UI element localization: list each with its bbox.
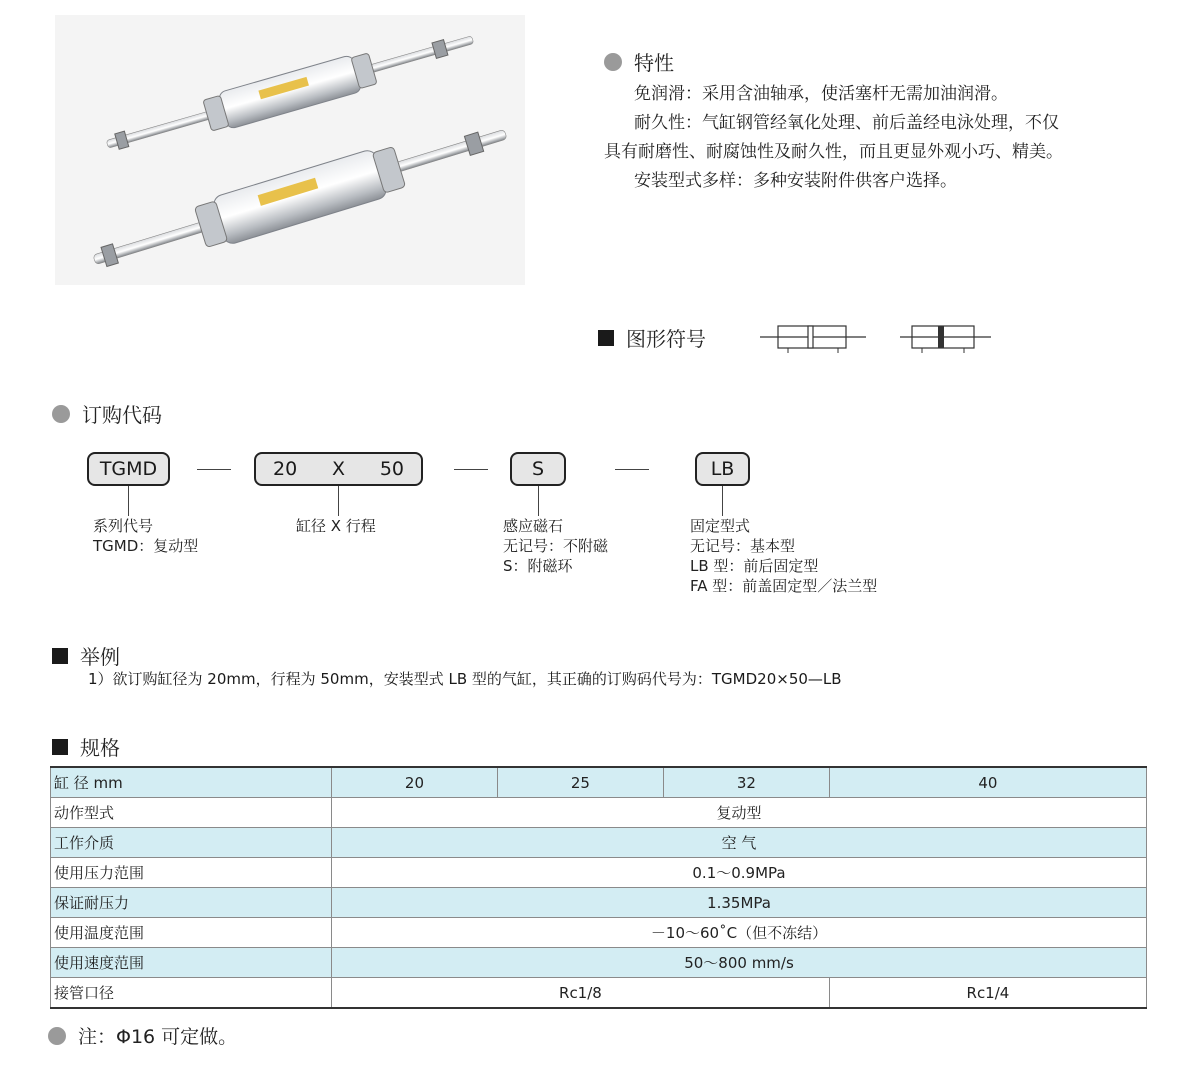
row-label: 接管口径 bbox=[51, 978, 332, 1009]
header-bore-20: 20 bbox=[332, 767, 498, 798]
header-bore-25: 25 bbox=[497, 767, 663, 798]
row-label: 使用压力范围 bbox=[51, 858, 332, 888]
note-text: 注：Φ16 可定做。 bbox=[78, 1026, 238, 1048]
table-row bbox=[51, 978, 1147, 1009]
bullet-dot-icon bbox=[52, 405, 70, 423]
row-label: 工作介质 bbox=[51, 828, 332, 858]
mount-description bbox=[690, 516, 877, 596]
row-value: 空 气 bbox=[332, 828, 1147, 858]
code-bore: 20 bbox=[273, 458, 298, 480]
row-value: 1.35MPa bbox=[332, 888, 1147, 918]
separator bbox=[454, 469, 488, 470]
row-value: 50～800 mm/s bbox=[332, 948, 1147, 978]
table-row bbox=[51, 798, 1147, 828]
feature-line-4: 安装型式多样：多种安装附件供客户选择。 bbox=[634, 171, 957, 191]
row-label: 使用速度范围 bbox=[51, 948, 332, 978]
row-value: －10～60˚C（但不冻结） bbox=[332, 918, 1147, 948]
leader-line bbox=[722, 486, 723, 516]
cylinder-symbol-magnet-icon bbox=[898, 322, 993, 354]
separator bbox=[615, 469, 649, 470]
row-value: 复动型 bbox=[332, 798, 1147, 828]
code-sensor-box bbox=[510, 452, 566, 486]
feature-line-1: 免润滑：采用含油轴承，使活塞杆无需加油润滑。 bbox=[634, 84, 1008, 104]
bullet-dot-icon bbox=[604, 53, 622, 71]
mount-line-1: 无记号：基本型 bbox=[690, 537, 796, 555]
spec-table bbox=[50, 766, 1147, 1009]
header-bore-32: 32 bbox=[663, 767, 829, 798]
symbol-heading bbox=[598, 323, 706, 352]
row-label: 使用温度范围 bbox=[51, 918, 332, 948]
table-row bbox=[51, 888, 1147, 918]
bullet-square-icon bbox=[52, 739, 68, 755]
code-mount: LB bbox=[710, 458, 735, 480]
order-heading bbox=[52, 399, 162, 428]
table-row bbox=[51, 918, 1147, 948]
features-heading bbox=[604, 47, 674, 76]
leader-line bbox=[538, 486, 539, 516]
table-row bbox=[51, 828, 1147, 858]
code-stroke: 50 bbox=[379, 458, 404, 480]
cylinder-symbol-basic-icon bbox=[758, 322, 868, 354]
bullet-square-icon bbox=[52, 648, 68, 664]
mount-line-2: LB 型：前后固定型 bbox=[690, 557, 819, 575]
bore-title: 缸径 X 行程 bbox=[296, 517, 376, 535]
separator bbox=[197, 469, 231, 470]
features-heading-text: 特性 bbox=[634, 51, 674, 75]
mount-title: 固定型式 bbox=[690, 517, 751, 535]
bore-description bbox=[296, 516, 376, 536]
row-label: 保证耐压力 bbox=[51, 888, 332, 918]
series-description bbox=[93, 516, 198, 556]
code-series-box bbox=[87, 452, 170, 486]
series-title: 系列代号 bbox=[93, 517, 154, 535]
table-header-row bbox=[51, 767, 1147, 798]
leader-line bbox=[128, 486, 129, 516]
code-series: TGMD bbox=[99, 458, 158, 480]
feature-line-3: 具有耐磨性、耐腐蚀性及耐久性，而且更显外观小巧、精美。 bbox=[604, 142, 1063, 162]
row-label: 动作型式 bbox=[51, 798, 332, 828]
product-image bbox=[55, 15, 525, 285]
bullet-dot-icon bbox=[48, 1027, 66, 1045]
mount-line-3: FA 型：前盖固定型／法兰型 bbox=[690, 577, 878, 595]
port-value-small: Rc1/8 bbox=[332, 978, 830, 1009]
header-bore-40: 40 bbox=[829, 767, 1146, 798]
example-heading bbox=[52, 641, 120, 670]
code-sensor: S bbox=[531, 458, 545, 480]
code-bore-stroke-box bbox=[254, 452, 423, 486]
order-heading-text: 订购代码 bbox=[82, 403, 162, 427]
series-line: TGMD：复动型 bbox=[93, 537, 199, 555]
code-mount-box bbox=[695, 452, 750, 486]
leader-line bbox=[338, 486, 339, 516]
row-value: 0.1～0.9MPa bbox=[332, 858, 1147, 888]
header-label: 缸 径 mm bbox=[51, 767, 332, 798]
example-text: 1）欲订购缸径为 20mm，行程为 50mm，安装型式 LB 型的气缸，其正确的订购码代号为：TGMD20×50—LB bbox=[88, 670, 842, 688]
symbol-heading-text: 图形符号 bbox=[626, 327, 706, 351]
sensor-description bbox=[503, 516, 608, 576]
sensor-line-1: 无记号：不附磁 bbox=[503, 537, 609, 555]
spec-heading bbox=[52, 732, 120, 761]
note bbox=[48, 1022, 237, 1049]
feature-line-2: 耐久性：气缸钢管经氧化处理、前后盖经电泳处理，不仅 bbox=[634, 113, 1059, 133]
table-row bbox=[51, 858, 1147, 888]
sensor-title: 感应磁石 bbox=[503, 517, 564, 535]
table-row bbox=[51, 948, 1147, 978]
bullet-square-icon bbox=[598, 330, 614, 346]
port-value-large: Rc1/4 bbox=[829, 978, 1146, 1009]
example-heading-text: 举例 bbox=[80, 645, 120, 669]
sensor-line-2: S：附磁环 bbox=[503, 557, 573, 575]
code-x: X bbox=[331, 458, 346, 480]
spec-heading-text: 规格 bbox=[80, 736, 120, 760]
